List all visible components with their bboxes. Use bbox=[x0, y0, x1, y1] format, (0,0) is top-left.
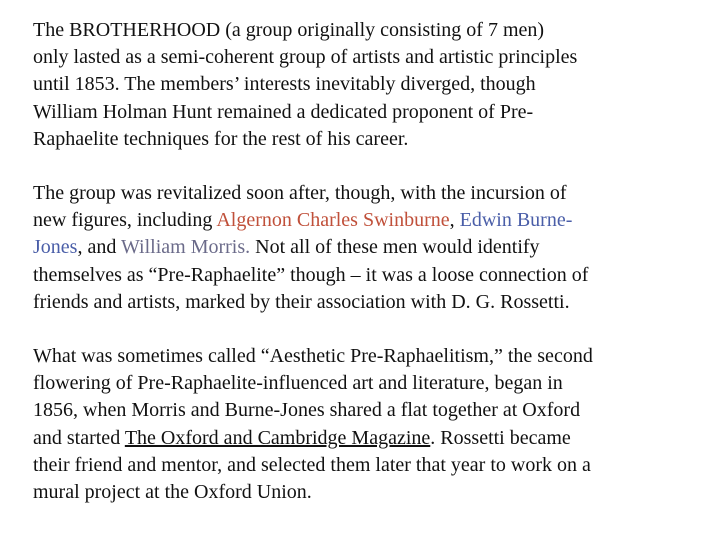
text-fragment: and started bbox=[33, 426, 125, 449]
text-line bbox=[33, 234, 703, 261]
text-fragment: Not all of these men would identify bbox=[250, 236, 540, 259]
paragraph-aesthetic bbox=[33, 343, 703, 506]
link-swinburne[interactable]: Algernon Charles Swinburne bbox=[216, 209, 450, 232]
text-line: What was sometimes called “Aesthetic Pre-Raphaelitism,” the second bbox=[33, 345, 593, 368]
text-line: mural project at the Oxford Union. bbox=[33, 481, 312, 504]
slide-body bbox=[33, 17, 703, 506]
text-fragment: , bbox=[449, 209, 460, 232]
text-line: 1856, when Morris and Burne-Jones shared a flat together at Oxford bbox=[33, 399, 581, 422]
text-fragment: . Rossetti became bbox=[430, 426, 571, 449]
text-line: Raphaelite techniques for the rest of his career. bbox=[33, 127, 409, 150]
text-line: The group was revitalized soon after, though, with the incursion of bbox=[33, 182, 567, 205]
text-line: their friend and mentor, and selected them later that year to work on a bbox=[33, 453, 591, 476]
link-burne-jones-continued[interactable]: Jones bbox=[33, 236, 78, 259]
text-fragment: new figures, including bbox=[33, 209, 217, 232]
text-line: only lasted as a semi-coherent group of artists and artistic principles bbox=[33, 46, 578, 69]
paragraph-brotherhood bbox=[33, 17, 703, 153]
magazine-title: The Oxford and Cambridge Magazine bbox=[124, 426, 431, 449]
text-fragment: , and bbox=[77, 236, 121, 259]
text-line bbox=[33, 207, 703, 234]
text-line: friends and artists, marked by their association with D. G. Rossetti. bbox=[33, 290, 570, 313]
text-line: William Holman Hunt remained a dedicated proponent of Pre- bbox=[33, 100, 534, 123]
text-line bbox=[33, 425, 703, 452]
text-line: flowering of Pre-Raphaelite-influenced art and literature, began in bbox=[33, 372, 563, 395]
link-william-morris[interactable]: William Morris. bbox=[120, 236, 251, 259]
text-line: until 1853. The members’ interests inevitably diverged, though bbox=[33, 73, 536, 96]
paragraph-revitalized bbox=[33, 180, 703, 316]
link-burne-jones[interactable]: Edwin Burne- bbox=[459, 209, 573, 232]
text-line: The BROTHERHOOD (a group originally consisting of 7 men) bbox=[33, 19, 545, 41]
text-line: themselves as “Pre-Raphaelite” though – it was a loose connection of bbox=[33, 263, 589, 286]
